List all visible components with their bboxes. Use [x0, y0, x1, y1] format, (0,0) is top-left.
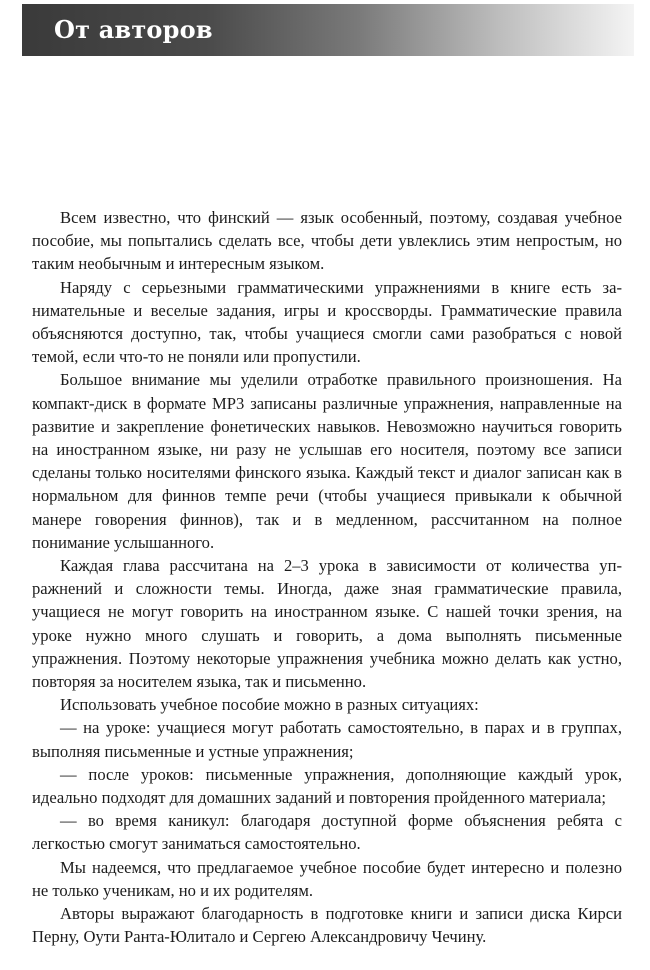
paragraph: Мы надеемся, что предлагаемое учебное пособие будет интересно и полезно не только ученикам, но и их родителям. — [32, 857, 622, 900]
section-title: От авторов — [54, 15, 213, 44]
list-item-paragraph: — во время каникул: благодаря доступной форме объяснения ребята с легкостью смогут заниматься самостоятельно. — [32, 811, 622, 854]
paragraph: Каждая глава рассчитана на 2–3 урока в зависимости от количества упражнений и сложности темы. Иногда, даже зная грамматические правила, учащиеся не могут говорить на иностранном языке. С нашей точки зрения, на уроке нужно много слушать и говорить, а дома выполнять письменные упражнения. Поэтому некоторые упражнения учебника можно делать как устно, повторяя за носителем языка, так и письменно. — [32, 556, 622, 692]
paragraph: Большое внимание мы уделили отработке правильного произношения. На компакт-диск в формате MP3 записаны различные упражнения, направленные на развитие и закрепление фонетических навыков. Невозможно научиться говорить на иностранном языке, ни разу не услышав его носителя, поэтому все записи сделаны только носителями финского языка. Каждый текст и диалог записан как в нормальном для финнов темпе речи (чтобы учащиеся привыкали к обычной манере говорения финнов), так и в медленном, рассчитанном на полное понимание услышанного. — [32, 370, 622, 552]
acknowledgement-paragraph: Авторы выражают благодарность в подготовке книги и записи диска Кирси Перну, Оути Ранта-Юлиталo и Сергею Александровичу Чечину. — [32, 904, 622, 947]
paragraph: Использовать учебное пособие можно в разных ситуациях: — [60, 695, 479, 715]
paragraph: Наряду с серьезными грамматическими упражнениями в книге есть занимательные и веселые задания, игры и кроссворды. Грамматические правила объясняются доступно, так, чтобы учащиеся смогли сами разобраться с новой темой, если что-то не поняли или пропустили. — [32, 277, 622, 367]
paragraph: Всем известно, что финский — язык особенный, поэтому, создавая учебное пособие, мы попытались сделать все, чтобы дети увлеклись этим непростым, но таким необычным и интересным языком. — [32, 208, 622, 274]
list-item-paragraph: — после уроков: письменные упражнения, дополняющие каждый урок, идеально подходят для домашних заданий и повторения пройденного материала; — [32, 764, 622, 808]
list-item-paragraph: — на уроке: учащиеся могут работать самостоятельно, в парах и в группах, выполняя письменные и устные упражнения; — [32, 718, 622, 761]
section-header-bar — [22, 4, 634, 56]
body-text — [32, 206, 622, 949]
